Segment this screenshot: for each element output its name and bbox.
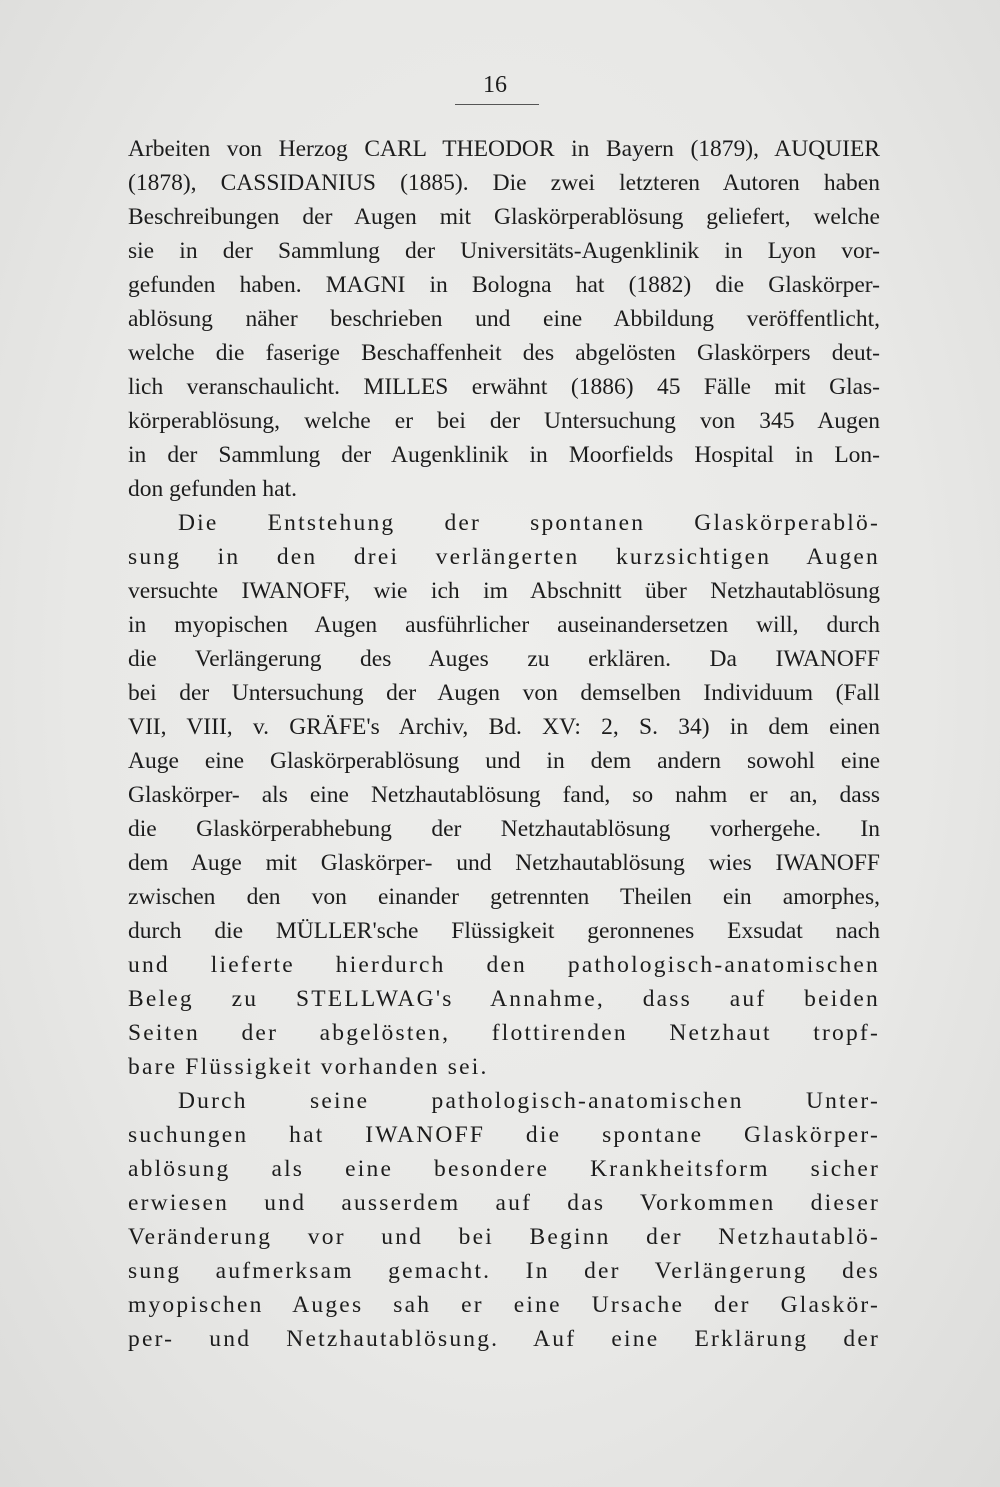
text-line-23: zwischen den von einander getrennten Theilen ein amorphes, [128, 884, 880, 910]
text-line-32: erwiesen und ausserdem auf das Vorkommen dieser [128, 1190, 880, 1216]
text-line-18: VII, VIII, v. GRÄFE's Archiv, Bd. XV: 2, S. 34) in dem einen [128, 714, 880, 740]
text-line-5: gefunden haben. MAGNI in Bologna hat (1882) die Glaskörper- [128, 272, 880, 298]
text-line-25: und lieferte hierdurch den pathologisch-anatomischen [128, 952, 880, 978]
text-line-35: myopischen Auges sah er eine Ursache der Glaskör- [128, 1292, 880, 1318]
text-line-24: durch die MÜLLER'sche Flüssigkeit geronnenes Exsudat nach [128, 918, 880, 944]
text-line-16: die Verlängerung des Auges zu erklären. Da IWANOFF [128, 646, 880, 672]
text-line-33: Veränderung vor und bei Beginn der Netzhautablö- [128, 1224, 880, 1250]
text-line-34: sung aufmerksam gemacht. In der Verlängerung des [128, 1258, 880, 1284]
text-line-30: suchungen hat IWANOFF die spontane Glaskörper- [128, 1122, 880, 1148]
text-line-17: bei der Untersuchung der Augen von demselben Individuum (Fall [128, 680, 880, 706]
text-line-27: Seiten der abgelösten, flottirenden Netzhaut tropf- [128, 1020, 880, 1046]
text-line-19: Auge eine Glaskörperablösung und in dem andern sowohl eine [128, 748, 880, 774]
text-line-31: ablösung als eine besondere Krankheitsform sicher [128, 1156, 880, 1182]
text-line-22: dem Auge mit Glaskörper- und Netzhautablösung wies IWANOFF [128, 850, 880, 876]
text-line-9: körperablösung, welche er bei der Untersuchung von 345 Augen [128, 408, 880, 434]
text-line-12: Die Entstehung der spontanen Glaskörperablö- [178, 510, 880, 536]
page-number: 16 [483, 72, 507, 98]
text-line-15: in myopischen Augen ausführlicher auseinandersetzen will, durch [128, 612, 880, 638]
text-line-13: sung in den drei verlängerten kurzsichtigen Augen [128, 544, 880, 570]
text-line-28: bare Flüssigkeit vorhanden sei. [128, 1054, 489, 1080]
text-line-29: Durch seine pathologisch-anatomischen Unter- [178, 1088, 880, 1114]
text-line-6: ablösung näher beschrieben und eine Abbildung veröffentlicht, [128, 306, 880, 332]
text-line-8: lich veranschaulicht. MILLES erwähnt (1886) 45 Fälle mit Glas- [128, 374, 880, 400]
text-line-26: Beleg zu STELLWAG's Annahme, dass auf beiden [128, 986, 880, 1012]
text-line-14: versuchte IWANOFF, wie ich im Abschnitt über Netzhautablösung [128, 578, 880, 604]
text-line-3: Beschreibungen der Augen mit Glaskörperablösung geliefert, welche [128, 204, 880, 230]
text-line-2: (1878), CASSIDANIUS (1885). Die zwei letzteren Autoren haben [128, 170, 880, 196]
text-line-21: die Glaskörperabhebung der Netzhautablösung vorhergehe. In [128, 816, 880, 842]
text-line-20: Glaskörper- als eine Netzhautablösung fand, so nahm er an, dass [128, 782, 880, 808]
text-line-11: don gefunden hat. [128, 476, 298, 502]
text-line-4: sie in der Sammlung der Universitäts-Augenklinik in Lyon vor- [128, 238, 880, 264]
text-line-1: Arbeiten von Herzog CARL THEODOR in Bayern (1879), AUQUIER [128, 136, 880, 162]
page-number-rule [455, 104, 539, 105]
text-line-36: per- und Netzhautablösung. Auf eine Erklärung der [128, 1326, 880, 1352]
body-text [128, 132, 880, 1356]
text-line-10: in der Sammlung der Augenklinik in Moorfields Hospital in Lon- [128, 442, 880, 468]
text-line-7: welche die faserige Beschaffenheit des abgelösten Glaskörpers deut- [128, 340, 880, 366]
